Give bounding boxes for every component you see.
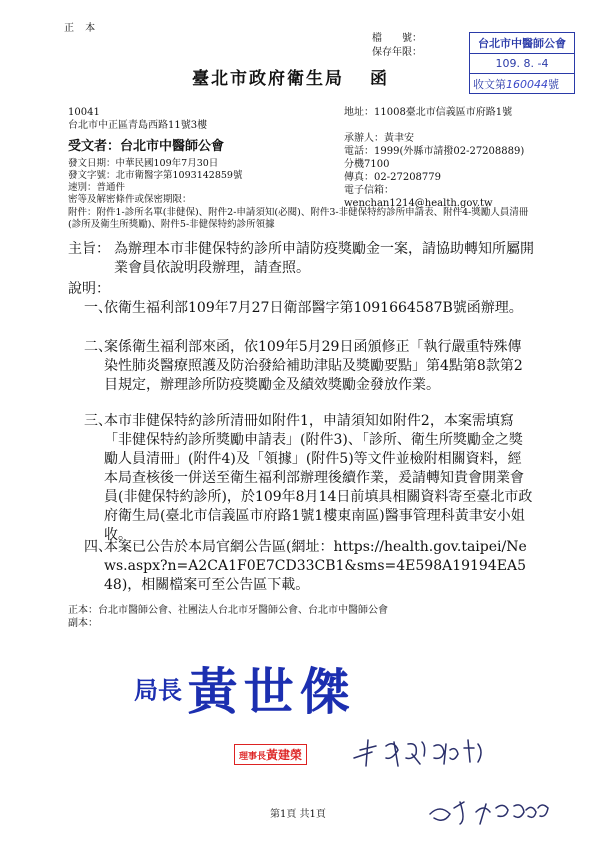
original-recipients-row [68, 604, 538, 617]
fax-number: 02-27208779 [374, 172, 442, 183]
item-text: 本市非健保特約診所清冊如附件1，申請須知如附件2，本案需填寫「非健保特約診所獎勵申請表」(附件3)、「診所、衛生所獎勵金之獎勵人員清冊」(附件4)及「領據」(附件5)等文件並檢附相關資料，經本局查核後一併送至衛生福利部辦理後續作業，爰請轉知貴會開業會員(非健保特約診所)，於109年8月14日前填具相關資料寄至臺北市政府衛生局(臺北市信義區市府路1號1樓東南區)醫事管理科黃聿安小姐收。 [104, 413, 533, 543]
seal-name: 黃建榮 [266, 748, 303, 762]
recipient-zip: 10041 [68, 107, 100, 118]
issue-date-row [68, 158, 218, 170]
email-label: 電子信箱： [344, 185, 394, 196]
addressee-name: 台北市中醫師公會 [120, 139, 225, 154]
addressee-row [68, 135, 224, 154]
fax-label: 傳真： [344, 172, 374, 183]
attachments-label: 附件： [68, 207, 97, 218]
phone-row [344, 145, 534, 171]
sender-address: 11008臺北市信義區市府路1號 [374, 107, 513, 118]
item-text: 本案已公告於本局官網公告區(網址：https://health.gov.taipei/News.aspx?n=A2CA1F0E7CD33CB1&sms=4E598A19194EA548)，相關檔案可至公告區下載。 [104, 539, 527, 593]
stamp-org: 台北市中醫師公會 [470, 33, 574, 54]
addressee-label: 受文者： [68, 139, 121, 154]
original-copy-mark: 正 本 [64, 23, 100, 34]
chairman-seal [234, 744, 307, 765]
doc-type: 函 [370, 69, 389, 89]
sender-address-label: 地址： [344, 107, 374, 118]
subject-label: 主旨： [68, 241, 110, 257]
handler-row [344, 132, 414, 145]
director-name: 黃世傑 [187, 663, 356, 721]
copy-recipients-label: 副本： [68, 618, 98, 629]
secrecy-label: 密等及解密條件或保密期限： [68, 194, 192, 205]
issuer-name: 臺北市政府衛生局 [192, 69, 344, 89]
stamp-date: 109. 8. -4 [470, 54, 574, 74]
secrecy-row [68, 194, 192, 206]
item-number: 一、 [84, 300, 112, 316]
director-signature [134, 652, 356, 724]
handwritten-annotation [350, 728, 580, 838]
keep-years-label: 保存年限： [372, 47, 422, 58]
item-number: 四、 [84, 539, 112, 555]
director-role: 局長 [134, 676, 182, 705]
document-title [192, 64, 389, 89]
issue-date: 中華民國109年7月30日 [115, 158, 219, 169]
explanation-item [84, 412, 534, 545]
item-number: 三、 [84, 413, 112, 429]
explanation-item [84, 299, 534, 318]
receipt-stamp [469, 32, 575, 94]
seal-role: 理事長 [239, 752, 267, 762]
stamp-receipt-number [470, 74, 574, 94]
attachments-row [68, 207, 530, 231]
phone-label: 電話： [344, 146, 374, 157]
handler-name: 黃聿安 [384, 133, 414, 144]
explanation-label: 說明： [68, 281, 110, 297]
issue-number-row [68, 170, 242, 182]
fax-row [344, 171, 441, 184]
subject-block [68, 240, 534, 278]
file-number-label: 檔 號： [372, 33, 422, 44]
issue-number: 北市衛醫字第1093142859號 [115, 170, 243, 181]
issue-date-label: 發文日期： [68, 158, 116, 169]
phone-number: 1999(外縣市請撥02-27208889)分機7100 [344, 146, 525, 170]
handler-label: 承辦人： [344, 133, 384, 144]
item-text: 案係衛生福利部來函，依109年5月29日函頒修正「執行嚴重特殊傳染性肺炎醫療照護及防治發給補助津貼及獎勵要點」第4點第8款第2目規定，辦理診所防疫獎勵金及績效獎勵金發放作業。 [104, 339, 523, 393]
speed-row [68, 182, 125, 194]
issue-number-label: 發文字號： [68, 170, 116, 181]
attachments-list: 附件1-診所名單(非健保)、附件2-申請須知(必閱)、附件3-非健保特約診所申請表、附件4-獎勵人員清冊(診所及衛生所獎勵)、附件5-非健保特約診所領據 [68, 207, 529, 230]
stamp-received-label: 收文第 [473, 78, 506, 91]
subject-text: 為辦理本市非健保特約診所申請防疫獎勵金一案，請協助轉知所屬開業會員依說明段辦理，請查照。 [114, 241, 534, 276]
speed-label: 速別： [68, 182, 97, 193]
explanation-item [84, 538, 534, 595]
sender-address-row [344, 106, 528, 119]
stamp-received-no: 160044 [506, 78, 548, 91]
original-recipients-label: 正本： [68, 605, 98, 616]
item-number: 二、 [84, 339, 112, 355]
email-address: wenchan1214@health.gov.tw [344, 198, 493, 209]
page-number: 第1頁 共1頁 [270, 809, 326, 820]
original-recipients: 台北市醫師公會、社團法人台北市牙醫師公會、台北市中醫師公會 [98, 605, 388, 616]
explanation-item [84, 338, 534, 395]
stamp-received-suffix: 號 [548, 78, 559, 91]
speed-value: 普通件 [96, 182, 126, 193]
item-text: 依衛生福利部109年7月27日衛部醫字第1091664587B號函辦理。 [104, 300, 523, 316]
recipient-address: 台北市中正區青島西路11號3樓 [68, 120, 208, 131]
